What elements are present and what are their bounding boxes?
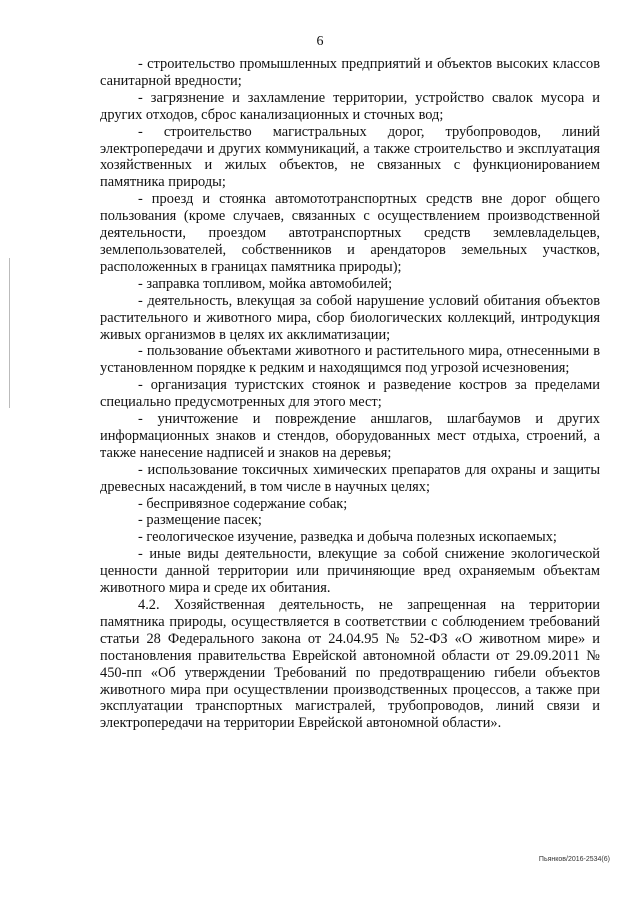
paragraph: - строительство магистральных дорог, трубопроводов, линий электропередачи и других коммуникаций, а также строительство и эксплуатация хозяйственных и жилых объектов, не связанных с функционированием памятника природы; (100, 123, 600, 191)
paragraph: - беспривязное содержание собак; (138, 495, 348, 512)
paragraph: - строительство промышленных предприятий и объектов высоких классов санитарной вредности; (100, 56, 600, 89)
paragraph: - деятельность, влекущая за собой нарушение условий обитания объектов растительного и животного мира, сбор биологических коллекций, интродукция живых организмов в целях их акклиматизации; (100, 292, 600, 343)
paragraph: - использование токсичных химических препаратов для охраны и защиты древесных насаждений, в том числе в научных целях; (100, 461, 600, 495)
paragraph: - иные виды деятельности, влекущие за собой снижение экологической ценности данной территории или причиняющие вред охраняемым объектам животного мира и среде их обитания. (100, 546, 600, 597)
paragraph: - уничтожение и повреждение аншлагов, шлагбаумов и других информационных знаков и стендов, оборудованных мест отдыха, строений, а также нанесение надписей и знаков на деревья; (100, 411, 600, 461)
paragraph: - размещение пасек; (138, 512, 262, 529)
document-body (100, 56, 600, 732)
paragraph: - геологическое изучение, разведка и добыча полезных ископаемых; (138, 529, 557, 546)
page-number: 6 (316, 34, 324, 49)
paragraph: 4.2. Хозяйственная деятельность, не запрещенная на территории памятника природы, осуществляется в соответствии с соблюдением требований статьи 28 Федерального закона от 24.04.95 № 52-ФЗ «О животном мире» и постановления правительства Еврейской автономной области от 29.09.2011 № 450-пп «Об утверждении Требований по предотвращению гибели объектов животного мира при осуществлении производственных процессов, а также при эксплуатации транспортных магистралей, трубопроводов, линий связи и электропередачи на территории Еврейской автономной области». (100, 597, 600, 732)
paragraph: - загрязнение и захламление территории, устройство свалок мусора и других отходов, сброс канализационных и сточных вод; (100, 89, 600, 123)
document-code: Пьянков/2016-2534(6) (538, 856, 610, 863)
paragraph: - проезд и стоянка автомототранспортных средств вне дорог общего пользования (кроме случаев, связанных с осуществлением производственной деятельности, проездом автотранспортных средств землевладельцев, землепользователей, собственников и арендаторов земельных участков, расположенных в границах памятника природы); (100, 191, 600, 275)
scan-margin-line (9, 258, 10, 408)
paragraph: - пользование объектами животного и растительного мира, отнесенными в установленном порядке к редким и находящимся под угрозой исчезновения; (100, 343, 600, 377)
paragraph: - организация туристских стоянок и разведение костров за пределами специально предусмотренных для этого мест; (100, 377, 600, 411)
paragraph: - заправка топливом, мойка автомобилей; (138, 275, 393, 292)
